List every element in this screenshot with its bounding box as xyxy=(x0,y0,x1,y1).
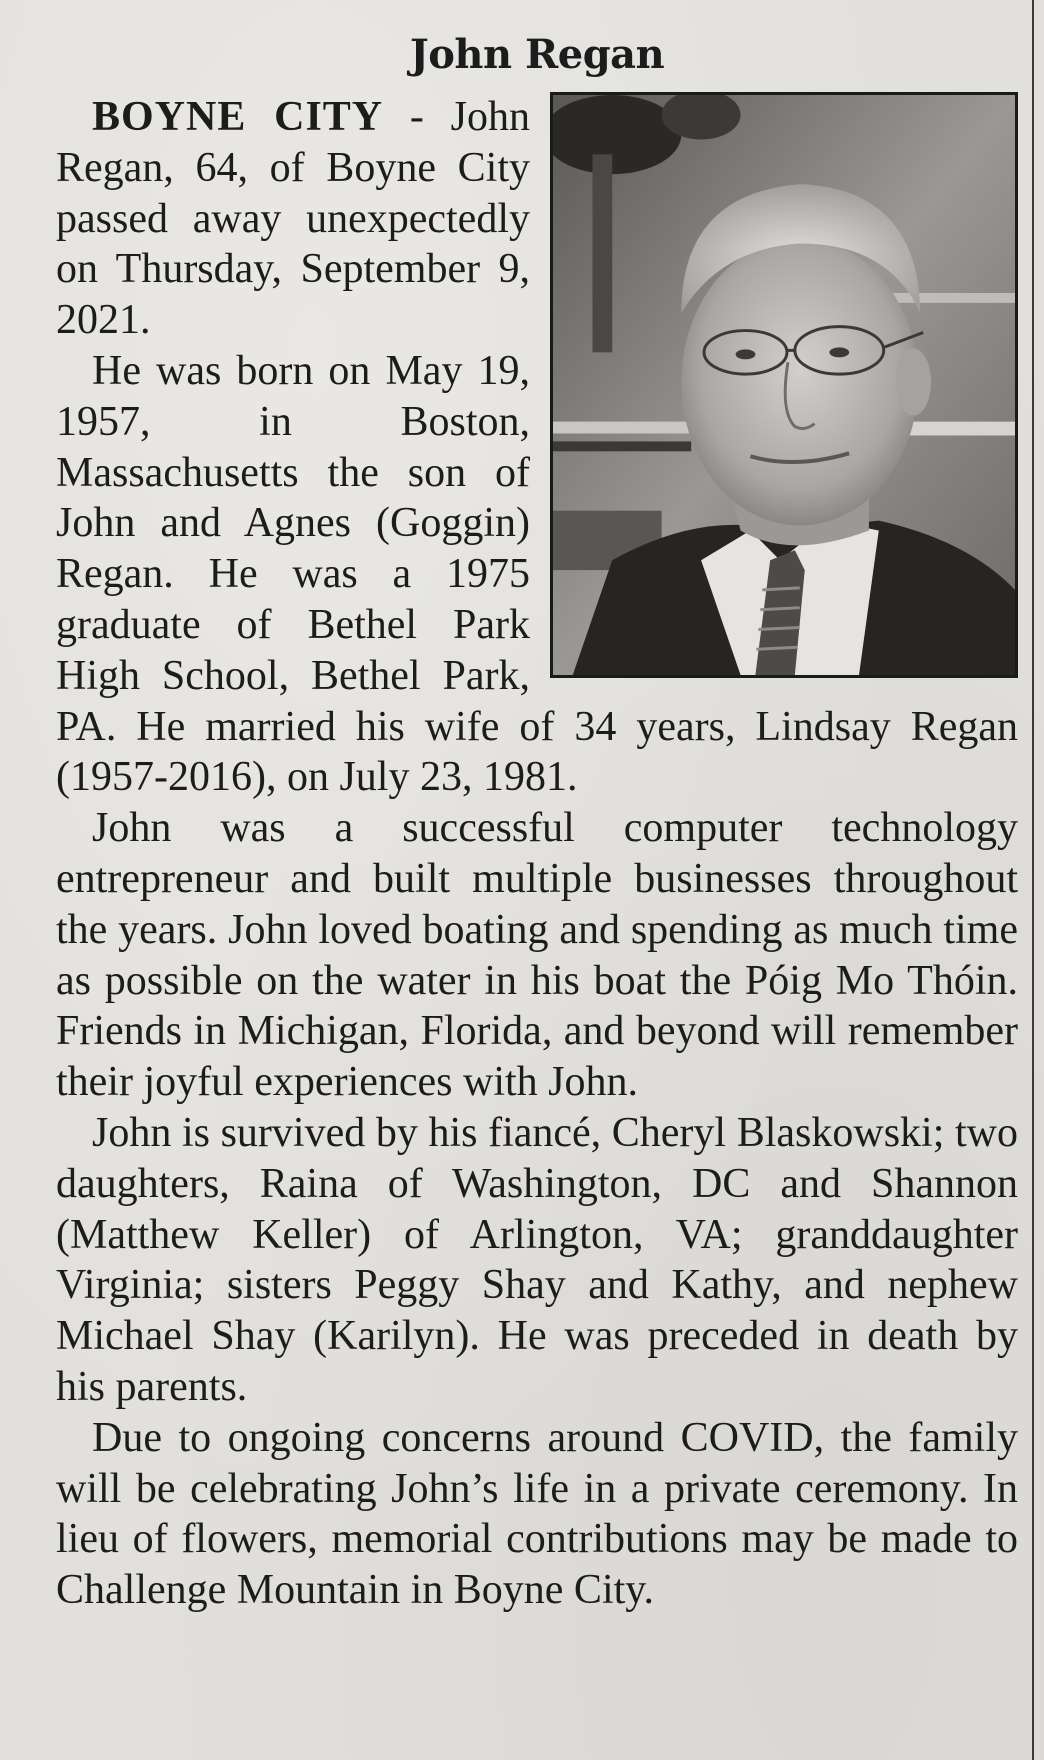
obituary-body xyxy=(56,92,1018,1616)
portrait-photo xyxy=(550,92,1018,678)
column-rule xyxy=(1032,0,1034,1760)
paragraph-2: He was born on May 19, 1957, in Boston, Massachusetts the son of John and Agnes (Goggin) Regan. He was a 1975 graduate of Bethel Park High School, Bethel Park, PA. He married his wife of 34 years, Lindsay Regan (1957-2016), on July 23, 1981. xyxy=(56,347,1018,801)
obituary-headline: John Regan xyxy=(409,31,665,78)
obituary-article xyxy=(56,30,1018,1616)
paragraph-3: John was a successful computer technology entrepreneur and built multiple businesses throughout the years. John loved boating and spending as much time as possible on the water in his boat the Póig Mo Thóin. Friends in Michigan, Florida, and beyond will remember their joyful experiences with John. xyxy=(56,805,1018,1106)
paragraph-1-text: - John Regan, 64, of Boyne City passed away unexpectedly on Thursday, September 9, 2021. xyxy=(56,94,530,344)
portrait-photo-illustration xyxy=(553,95,1015,675)
dateline: BOYNE CITY xyxy=(92,94,384,140)
paragraph-4: John is survived by his fiancé, Cheryl Blaskowski; two daughters, Raina of Washington, DC and Shannon (Matthew Keller) of Arlington, VA; granddaughter Virginia; sisters Peggy Shay and Kathy, and nephew Michael Shay (Karilyn). He was preceded in death by his parents. xyxy=(56,1109,1018,1410)
paragraph-5: Due to ongoing concerns around COVID, the family will be celebrating John’s life in a private ceremony. In lieu of flowers, memorial contributions may be made to Challenge Mountain in Boyne City. xyxy=(56,1414,1018,1614)
